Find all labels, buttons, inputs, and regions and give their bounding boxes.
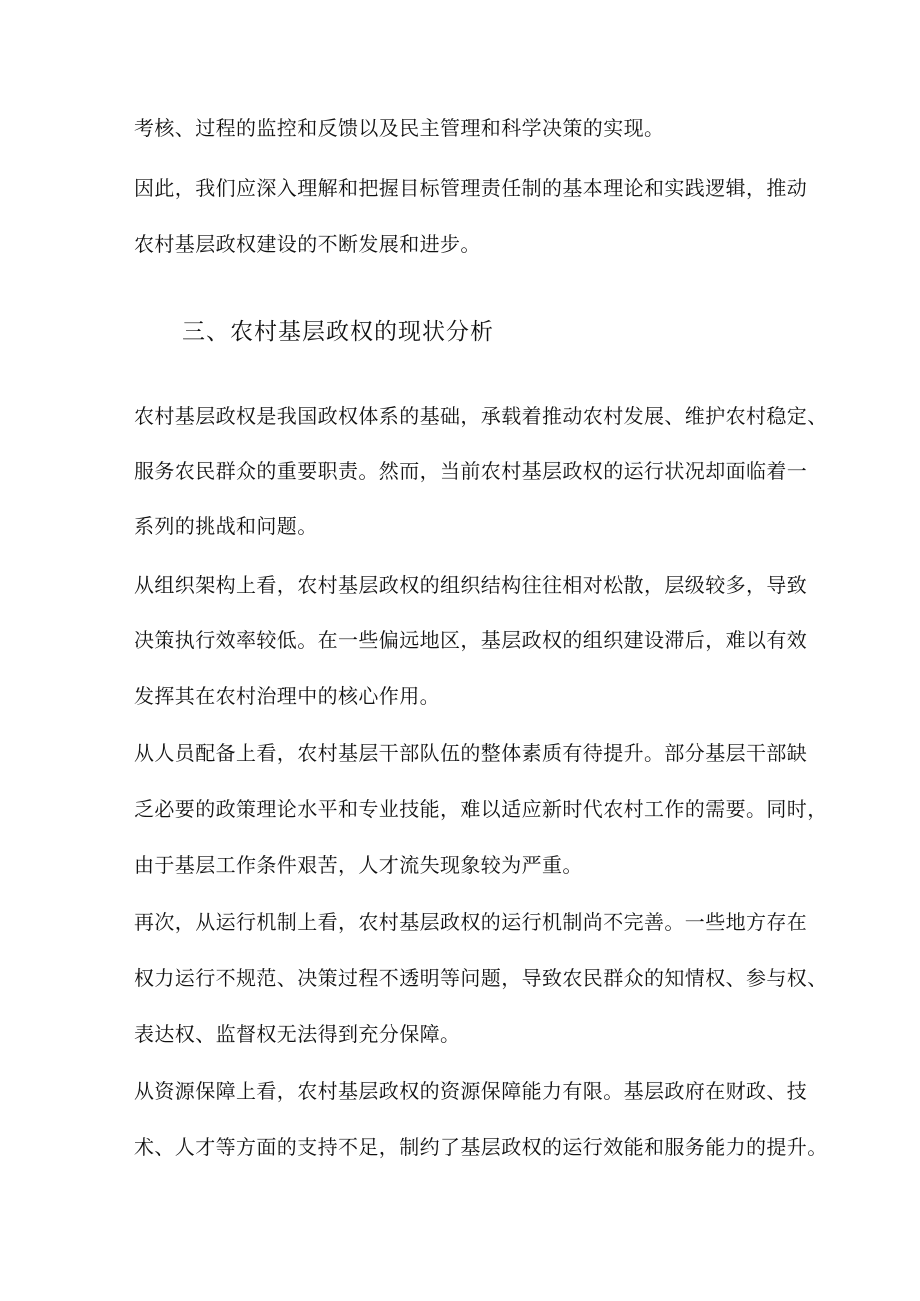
- text-line: 服务农民群众的重要职责。然而，当前农村基层政权的运行状况却面临着一: [134, 459, 808, 483]
- text-line: 从人员配备上看，农村基层干部队伍的整体素质有待提升。部分基层干部缺: [134, 741, 808, 765]
- text-line: 农村基层政权是我国政权体系的基础，承载着推动农村发展、维护农村稳定、: [134, 404, 828, 428]
- text-line: 决策执行效率较低。在一些偏远地区，基层政权的组织建设滞后，难以有效: [134, 628, 808, 652]
- text-line: 术、人才等方面的支持不足，制约了基层政权的运行效能和服务能力的提升。: [134, 1135, 828, 1159]
- text-line: 表达权、监督权无法得到充分保障。: [134, 1022, 461, 1046]
- text-line: 由于基层工作条件艰苦，人才流失现象较为严重。: [134, 853, 583, 877]
- text-line: 因此，我们应深入理解和把握目标管理责任制的基本理论和实践逻辑，推动: [134, 176, 808, 200]
- text-line: 系列的挑战和问题。: [134, 514, 318, 538]
- text-line: 乏必要的政策理论水平和专业技能，难以适应新时代农村工作的需要。同时，: [134, 797, 828, 821]
- text-line: 从组织架构上看，农村基层政权的组织结构往往相对松散，层级较多，导致: [134, 573, 808, 597]
- section-heading: 三、农村基层政权的现状分析: [182, 319, 494, 345]
- text-line: 发挥其在农村治理中的核心作用。: [134, 684, 440, 708]
- text-line: 从资源保障上看，农村基层政权的资源保障能力有限。基层政府在财政、技: [134, 1079, 808, 1103]
- text-line: 考核、过程的监控和反馈以及民主管理和科学决策的实现。: [134, 116, 665, 140]
- text-line: 权力运行不规范、决策过程不透明等问题，导致农民群众的知情权、参与权、: [134, 966, 828, 990]
- text-line: 再次，从运行机制上看，农村基层政权的运行机制尚不完善。一些地方存在: [134, 910, 808, 934]
- text-line: 农村基层政权建设的不断发展和进步。: [134, 232, 481, 256]
